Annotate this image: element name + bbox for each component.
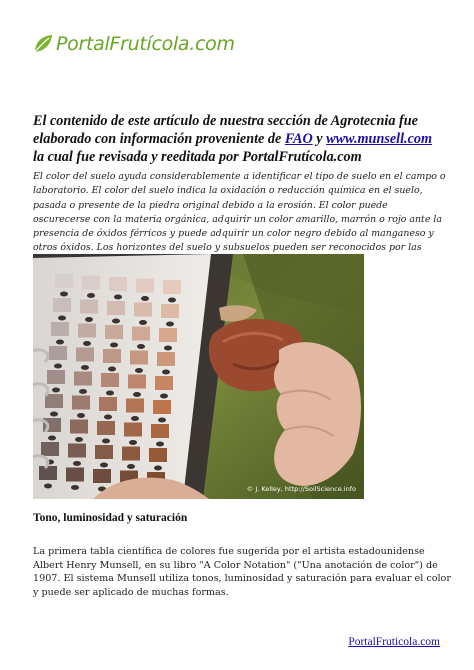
color-chip: [74, 372, 92, 386]
chip-hole: [56, 340, 64, 345]
chip-hole: [160, 394, 168, 399]
intro-text-3: la cual fue revisada y reeditada por PortalFrutícola.com: [33, 149, 362, 165]
chip-hole: [71, 485, 79, 490]
chip-hole: [133, 392, 141, 397]
leaf-icon: [32, 33, 54, 55]
munsell-link[interactable]: www.munsell.com: [326, 131, 433, 147]
munsell-history-paragraph: La primera tabla científica de colores fue sugerida por el artista estadounidense Albert Henry Munsell, en su libro "A Color Notation" ("Una anotación de color") de 1907. El sistema Munsell utiliza tonos, luminosidad y saturación para evaluar el color y puede ser aplicado de muchas formas.: [33, 546, 451, 598]
chip-hole: [106, 391, 114, 396]
soil-color-paragraph: El color del suelo ayuda considerablemente a identificar el tipo de suelo en el campo o laboratorio. El color del suelo indica la oxidación o reducción química en el suelo, pasada o presente de la piedra original debido a la erosión. El color puede oscurecerse con la materia orgánica, adquirir un color amarillo, marrón o rojo ante la presencia de óxidos férricos y puede adquirir un color negro debido al manganeso y otros óxidos. Los horizontes del suelo y subsuelos pueden ser reconocidos por las: [33, 171, 446, 254]
color-chip: [155, 376, 173, 390]
color-chip: [66, 468, 84, 482]
color-chip: [68, 444, 86, 458]
intro-text-1: El contenido de este artículo de nuestra sección de Agrotecnia fue elaborado con información proveniente de: [33, 113, 418, 147]
chip-hole: [158, 418, 166, 423]
chip-hole: [129, 440, 137, 445]
color-chip: [151, 424, 169, 438]
color-chip: [109, 277, 127, 291]
color-chip: [55, 274, 73, 288]
chip-hole: [77, 413, 85, 418]
color-chip: [39, 466, 57, 480]
photo-credit: © J. Kelley, http://SoilScience.info: [246, 485, 356, 493]
color-chip: [128, 375, 146, 389]
color-chip: [78, 324, 96, 338]
chip-hole: [48, 436, 56, 441]
color-chip: [161, 304, 179, 318]
color-chip: [159, 328, 177, 342]
color-chip: [157, 352, 175, 366]
photo-illustration: [33, 254, 364, 499]
chip-hole: [73, 461, 81, 466]
color-chip: [80, 300, 98, 314]
munsell-chart-photo: [33, 254, 364, 499]
color-chip: [93, 469, 111, 483]
color-chip: [95, 445, 113, 459]
chip-hole: [79, 389, 87, 394]
color-chip: [163, 280, 181, 294]
intro-paragraph: [33, 112, 445, 166]
color-chip: [124, 423, 142, 437]
color-chip: [99, 397, 117, 411]
color-chip: [47, 370, 65, 384]
color-chip: [101, 373, 119, 387]
site-logo[interactable]: [32, 30, 235, 58]
chip-hole: [114, 295, 122, 300]
chip-hole: [154, 466, 162, 471]
chip-hole: [108, 367, 116, 372]
color-chip: [82, 276, 100, 290]
chip-hole: [137, 344, 145, 349]
color-chip: [51, 322, 69, 336]
color-chip: [103, 349, 121, 363]
chip-hole: [52, 388, 60, 393]
chip-hole: [164, 346, 172, 351]
chip-hole: [156, 442, 164, 447]
intro-text-2: y: [312, 131, 327, 147]
chip-hole: [75, 437, 83, 442]
color-chip: [97, 421, 115, 435]
color-chip: [72, 396, 90, 410]
chip-hole: [58, 316, 66, 321]
color-chip: [70, 420, 88, 434]
chip-hole: [139, 320, 147, 325]
chip-hole: [162, 370, 170, 375]
chip-hole: [81, 365, 89, 370]
chip-hole: [83, 341, 91, 346]
color-chip: [132, 327, 150, 341]
chip-hole: [112, 319, 120, 324]
fao-link[interactable]: FAO: [284, 131, 313, 147]
chip-hole: [141, 296, 149, 301]
color-chip: [49, 346, 67, 360]
chip-hole: [168, 298, 176, 303]
chip-hole: [166, 322, 174, 327]
color-chip: [122, 447, 140, 461]
chip-hole: [102, 439, 110, 444]
color-chip: [105, 325, 123, 339]
footer-site-link[interactable]: PortalFruticola.com: [348, 636, 440, 648]
color-chip: [45, 394, 63, 408]
color-chip: [149, 448, 167, 462]
chip-hole: [44, 484, 52, 489]
color-chip: [136, 279, 154, 293]
color-chip: [153, 400, 171, 414]
chip-hole: [127, 464, 135, 469]
chip-hole: [54, 364, 62, 369]
color-chip: [130, 351, 148, 365]
color-chip: [107, 301, 125, 315]
chip-hole: [100, 463, 108, 468]
chip-hole: [110, 343, 118, 348]
chip-hole: [85, 317, 93, 322]
color-chip: [126, 399, 144, 413]
chip-hole: [135, 368, 143, 373]
chip-hole: [87, 293, 95, 298]
color-chip: [41, 442, 59, 456]
section-heading: Tono, luminosidad y saturación: [33, 512, 188, 524]
chip-hole: [104, 415, 112, 420]
chip-hole: [131, 416, 139, 421]
chip-hole: [60, 292, 68, 297]
color-chip: [134, 303, 152, 317]
logo-text: PortalFrutícola.com: [56, 33, 235, 55]
chip-hole: [50, 412, 58, 417]
color-chip: [53, 298, 71, 312]
color-chip: [76, 348, 94, 362]
